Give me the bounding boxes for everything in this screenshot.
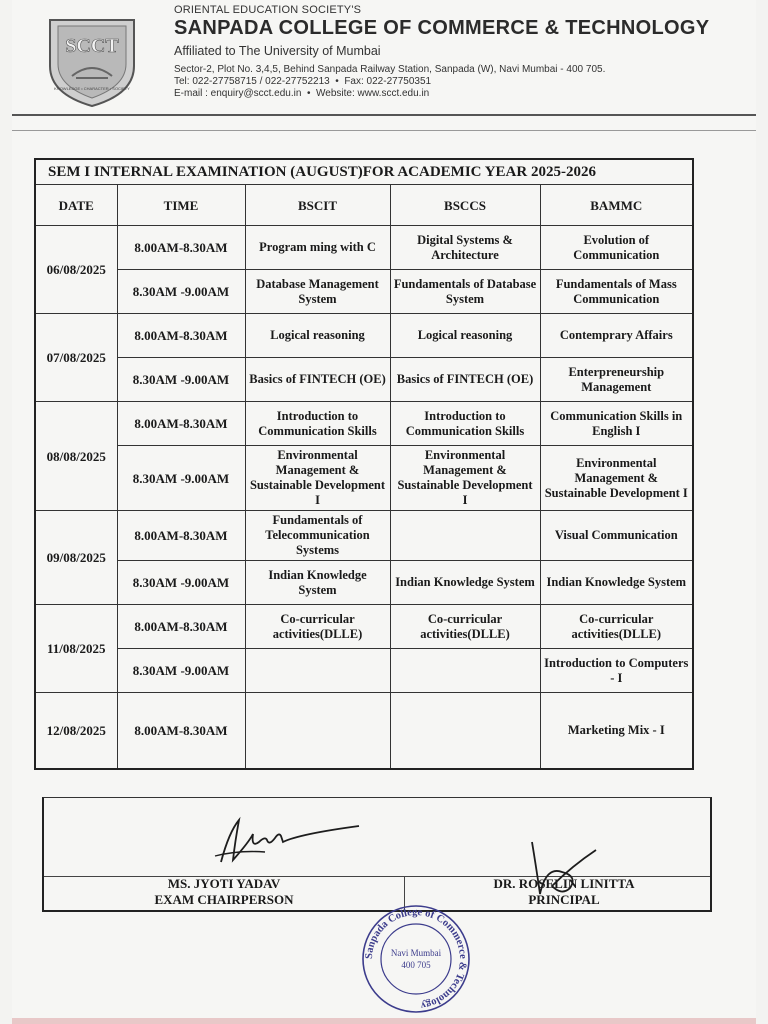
- principal-role: PRINCIPAL: [528, 892, 600, 907]
- table-row: [35, 314, 693, 358]
- college-name: SANPADA COLLEGE OF COMMERCE & TECHNOLOGY: [174, 17, 710, 39]
- time-cell: 8.00AM-8.30AM: [117, 314, 245, 358]
- chairperson-role: EXAM CHAIRPERSON: [154, 892, 294, 907]
- subject-cell-bsccs: Introduction to Communication Skills: [390, 402, 540, 446]
- subject-cell-bsccs: [390, 693, 540, 769]
- subject-cell-bammc: Enterpreneurship Management: [540, 358, 693, 402]
- date-cell: 11/08/2025: [35, 605, 117, 693]
- table-row: [35, 605, 693, 649]
- time-cell: 8.00AM-8.30AM: [117, 402, 245, 446]
- time-cell: 8.00AM-8.30AM: [117, 226, 245, 270]
- date-cell: 08/08/2025: [35, 402, 117, 511]
- time-cell: 8.30AM -9.00AM: [117, 270, 245, 314]
- document-page: [12, 0, 756, 1024]
- stamp-pincode: 400 705: [401, 960, 431, 970]
- svg-text:Sanpada College of Commerce &: [364, 907, 468, 1011]
- principal-name: DR. ROSELIN LINITTA: [493, 876, 635, 891]
- subject-cell-bsccs: Environmental Management & Sustainable Development I: [390, 446, 540, 511]
- timetable-title: SEM I INTERNAL EXAMINATION (AUGUST)FOR ACADEMIC YEAR 2025-2026: [35, 159, 693, 185]
- logo-motto: KNOWLEDGE • CHARACTER • SOCIETY: [54, 86, 130, 91]
- subject-cell-bammc: Visual Communication: [540, 511, 693, 561]
- subject-cell-bscit: Database Management System: [245, 270, 390, 314]
- table-row: [35, 270, 693, 314]
- table-row: [35, 446, 693, 511]
- subject-cell-bammc: Contemprary Affairs: [540, 314, 693, 358]
- subject-cell-bsccs: [390, 649, 540, 693]
- telephone: Tel: 022-27758715 / 022-27752213: [174, 76, 330, 87]
- header-bscit: BSCIT: [245, 185, 390, 226]
- website: Website: www.scct.edu.in: [316, 88, 430, 99]
- table-row: [35, 693, 693, 769]
- timetable-header-row: [35, 185, 693, 226]
- subject-cell-bscit: [245, 649, 390, 693]
- subject-cell-bammc: Environmental Management & Sustainable Development I: [540, 446, 693, 511]
- principal-block: [454, 876, 674, 908]
- chairperson-block: [124, 876, 324, 908]
- subject-cell-bammc: Fundamentals of Mass Communication: [540, 270, 693, 314]
- letterhead-divider: [12, 114, 756, 116]
- subject-cell-bsccs: Basics of FINTECH (OE): [390, 358, 540, 402]
- table-row: [35, 511, 693, 561]
- subject-cell-bammc: Evolution of Communication: [540, 226, 693, 270]
- stamp-ring-text: Sanpada College of Commerce & Technology: [363, 906, 469, 1011]
- address-line: Sector-2, Plot No. 3,4,5, Behind Sanpada Railway Station, Sanpada (W), Navi Mumbai - 400 705.: [174, 64, 606, 75]
- header-bsccs: BSCCS: [390, 185, 540, 226]
- time-cell: 8.30AM -9.00AM: [117, 446, 245, 511]
- affiliation: Affiliated to The University of Mumbai: [174, 44, 381, 58]
- time-cell: 8.00AM-8.30AM: [117, 605, 245, 649]
- header-time: TIME: [117, 185, 245, 226]
- time-cell: 8.30AM -9.00AM: [117, 649, 245, 693]
- subject-cell-bsccs: [390, 511, 540, 561]
- contact-phone-line: Tel: 022-27758715 / 022-27752213 • Fax: 022-27750351: [174, 76, 432, 87]
- date-cell: 09/08/2025: [35, 511, 117, 605]
- date-cell: 07/08/2025: [35, 314, 117, 402]
- society-name: ORIENTAL EDUCATION SOCIETY'S: [174, 4, 362, 16]
- subject-cell-bscit: Logical reasoning: [245, 314, 390, 358]
- subject-cell-bsccs: Logical reasoning: [390, 314, 540, 358]
- subject-cell-bsccs: Co-curricular activities(DLLE): [390, 605, 540, 649]
- header-date: DATE: [35, 185, 117, 226]
- table-row: [35, 358, 693, 402]
- page-bottom-edge: [12, 1018, 756, 1024]
- address-block: [174, 64, 734, 100]
- table-row: [35, 402, 693, 446]
- subject-cell-bammc: Communication Skills in English I: [540, 402, 693, 446]
- letterhead: [174, 4, 734, 100]
- time-cell: 8.00AM-8.30AM: [117, 693, 245, 769]
- subject-cell-bsccs: Digital Systems & Architecture: [390, 226, 540, 270]
- table-row: [35, 649, 693, 693]
- subject-cell-bscit: Program ming with C: [245, 226, 390, 270]
- signature-block: [42, 797, 712, 912]
- time-cell: 8.00AM-8.30AM: [117, 511, 245, 561]
- timetable-title-row: [35, 159, 693, 185]
- subject-cell-bscit: [245, 693, 390, 769]
- subject-cell-bsccs: Indian Knowledge System: [390, 561, 540, 605]
- subject-cell-bscit: Fundamentals of Telecommunication Systems: [245, 511, 390, 561]
- subject-cell-bscit: Co-curricular activities(DLLE): [245, 605, 390, 649]
- subject-cell-bsccs: Fundamentals of Database System: [390, 270, 540, 314]
- letterhead-divider-thin: [12, 130, 756, 131]
- table-row: [35, 561, 693, 605]
- subject-cell-bammc: Indian Knowledge System: [540, 561, 693, 605]
- college-crest-logo: [42, 14, 142, 110]
- contact-web-line: E-mail : enquiry@scct.edu.in • Website: www.scct.edu.in: [174, 88, 430, 99]
- exam-timetable: [34, 158, 694, 770]
- time-cell: 8.30AM -9.00AM: [117, 561, 245, 605]
- subject-cell-bscit: Environmental Management & Sustainable Development I: [245, 446, 390, 511]
- subject-cell-bscit: Indian Knowledge System: [245, 561, 390, 605]
- chairperson-name: MS. JYOTI YADAV: [167, 876, 281, 891]
- table-row: [35, 226, 693, 270]
- header-bammc: BAMMC: [540, 185, 693, 226]
- time-cell: 8.30AM -9.00AM: [117, 358, 245, 402]
- email: E-mail : enquiry@scct.edu.in: [174, 88, 302, 99]
- subject-cell-bammc: Introduction to Computers - I: [540, 649, 693, 693]
- subject-cell-bammc: Co-curricular activities(DLLE): [540, 605, 693, 649]
- chairperson-signature: [209, 812, 369, 874]
- fax: Fax: 022-27750351: [344, 76, 432, 87]
- subject-cell-bscit: Introduction to Communication Skills: [245, 402, 390, 446]
- logo-text: SCCT: [65, 35, 119, 57]
- subject-cell-bscit: Basics of FINTECH (OE): [245, 358, 390, 402]
- subject-cell-bammc: Marketing Mix - I: [540, 693, 693, 769]
- date-cell: 06/08/2025: [35, 226, 117, 314]
- college-stamp: [358, 904, 474, 1014]
- date-cell: 12/08/2025: [35, 693, 117, 769]
- stamp-city: Navi Mumbai: [390, 948, 442, 958]
